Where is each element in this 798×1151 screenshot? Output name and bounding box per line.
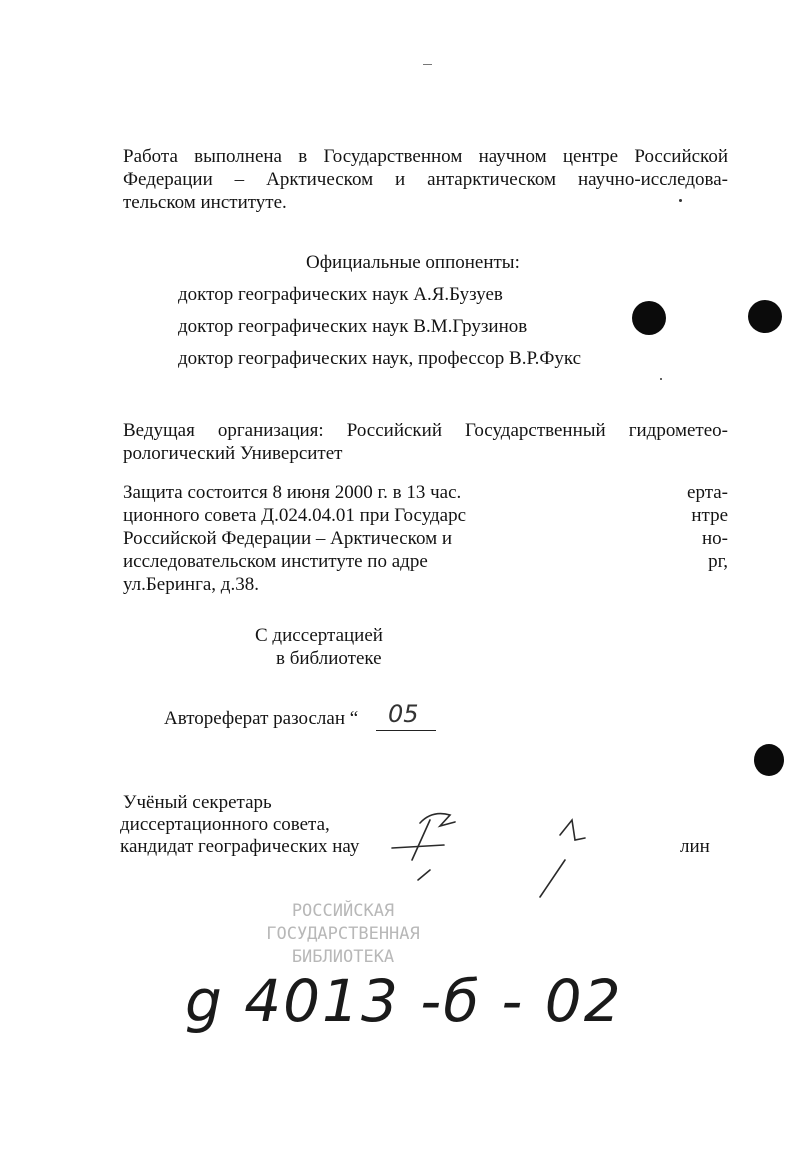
opponent-1: доктор географических наук А.Я.Бузуев [178,284,503,305]
secretary-line-1: Учёный секретарь [123,792,272,813]
defense-line-4-right: рг, [708,551,728,572]
defense-line-4-left: исследовательском институте по адре [123,551,428,572]
defense-line-1-left: Защита состоится 8 июня 2000 г. в 13 час. [123,482,462,503]
signature-strokes [392,814,585,897]
library-stamp [238,900,448,969]
secretary-name-fragment: лин [680,836,710,857]
mailing-date-handwritten: 05 [388,700,419,728]
secretary-line-2: диссертационного совета, [120,814,330,835]
opponents-heading: Официальные оппоненты: [306,252,520,273]
defense-line-3-left: Российской Федерации – Арктическом и [123,528,453,549]
signature-stroke [418,870,430,880]
signature-stroke [412,820,430,860]
defense-line-5: ул.Беринга, д.38. [123,574,259,595]
intro-line-3: тельском институте. [123,192,287,213]
speck [660,378,662,380]
stamp-line-3: БИБЛИОТЕКА [291,947,395,967]
opponent-2: доктор географических наук В.М.Грузинов [178,316,528,337]
dissertation-line-1: С диссертацией [255,625,383,646]
signature-stroke [420,814,455,826]
defense-line-2-left: ционного совета Д.024.04.01 при Государс [123,505,467,526]
signature-stroke [540,860,565,897]
signature-stroke [560,820,585,840]
lead-org-line-2: рологический Университет [123,443,343,464]
intro-line-2: Федерации – Арктическом и антарктическом научно-исследова- [123,169,728,190]
intro-line-1: Работа выполнена в Государственном научном центре Российской [123,146,728,167]
handwritten-catalogue-number: g 4013 -б - 02 [185,967,623,1035]
defense-line-1-right: ерта- [687,482,728,503]
opponent-3: доктор географических наук, профессор В.Р.Фукс [178,348,582,369]
defense-line-2-right: нтре [691,505,728,526]
stamp-line-1: РОССИЙСКАЯ [291,901,395,921]
secretary-line-3: кандидат географических нау [120,836,360,857]
lead-org-line-1: Ведущая организация: Российский Государственный гидрометео- [123,420,728,441]
stamp-line-2: ГОСУДАРСТВЕННАЯ [266,924,420,944]
defense-line-3-right: но- [702,528,728,549]
dissertation-line-2: в библиотеке [276,648,382,669]
mailing-label: Автореферат разослан “ [164,708,359,729]
